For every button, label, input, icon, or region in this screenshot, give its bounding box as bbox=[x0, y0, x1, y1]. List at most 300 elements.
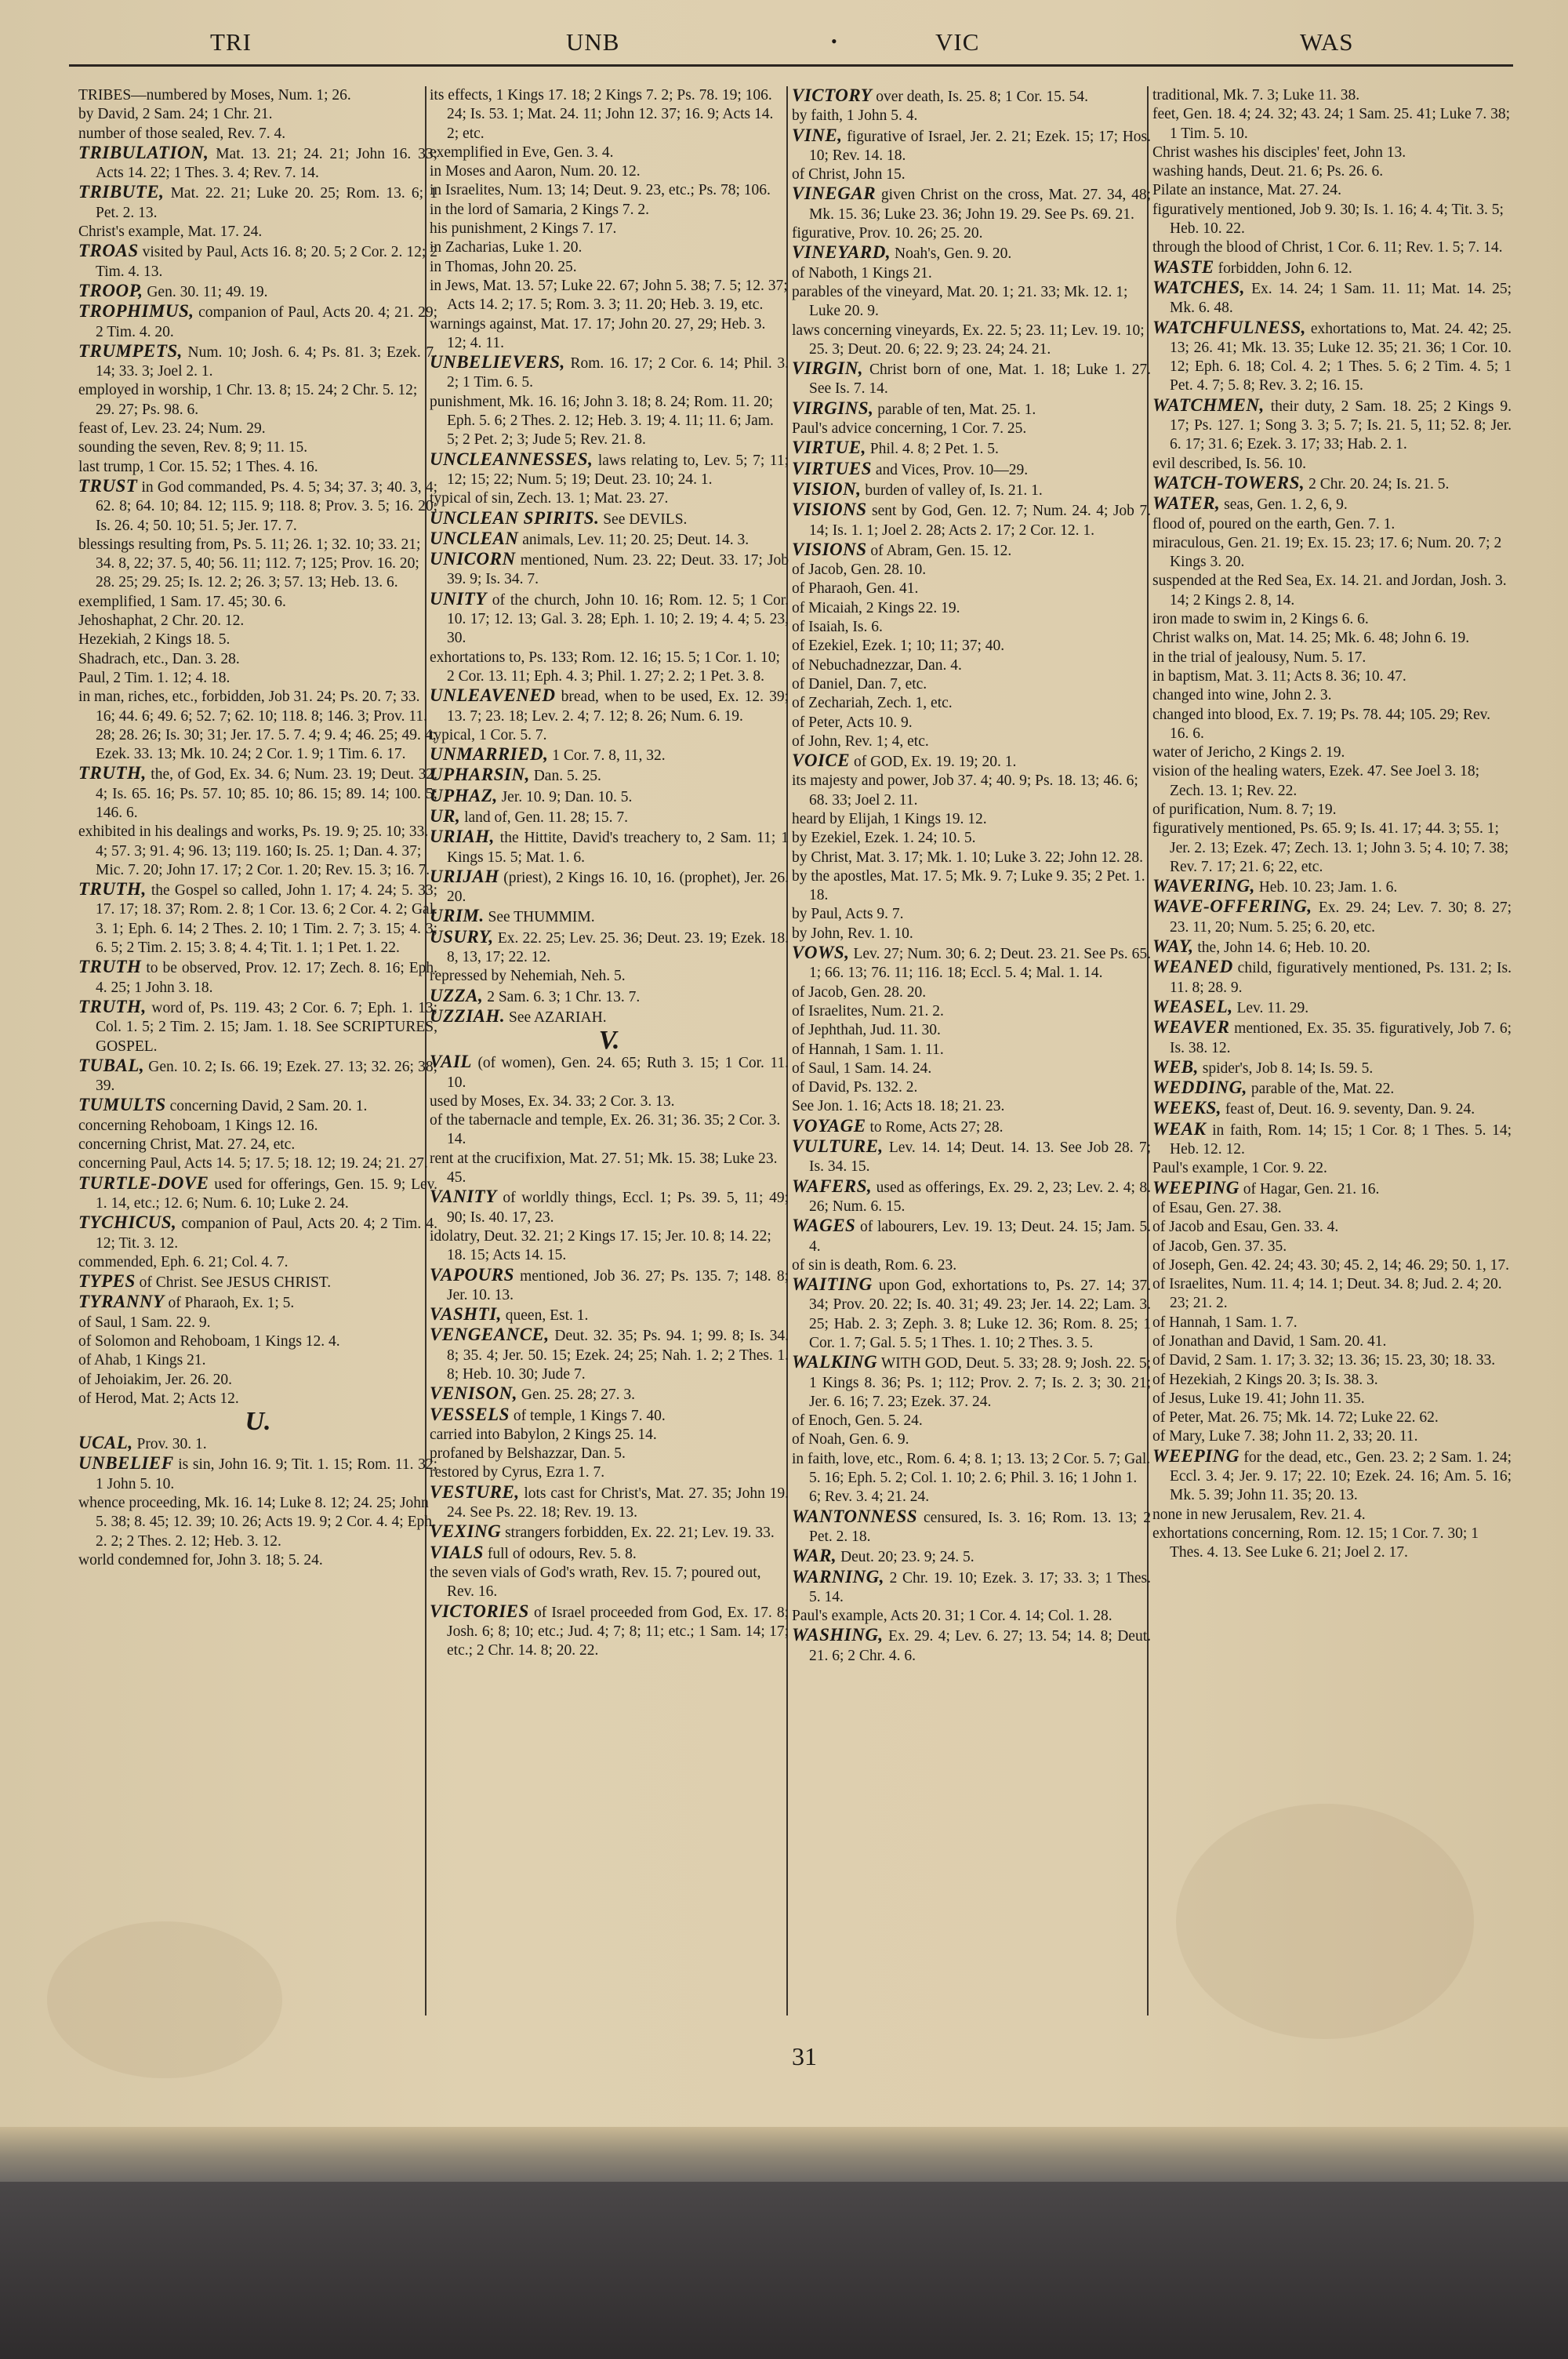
index-subentry bbox=[430, 201, 789, 220]
entry-headword: TYCHICUS, bbox=[78, 1212, 177, 1233]
index-subentry bbox=[1152, 1525, 1512, 1563]
entry-references: companion of Paul, Acts 20. 4; 2 Tim. 4. 12; Tit. 3. 12. bbox=[96, 1216, 437, 1252]
index-entry bbox=[430, 686, 789, 726]
entry-references: in Thomas, John 20. 25. bbox=[430, 258, 577, 275]
entry-references: typical of sin, Zech. 13. 1; Mat. 23. 27. bbox=[430, 490, 669, 507]
index-subentry bbox=[1152, 1506, 1512, 1525]
entry-headword: WEEPING bbox=[1152, 1177, 1240, 1198]
entry-headword: UCAL, bbox=[78, 1433, 133, 1453]
index-subentry bbox=[1152, 86, 1512, 105]
index-entry bbox=[430, 529, 789, 550]
entry-references: rent at the crucifixion, Mat. 27. 51; Mk. 15. 38; Luke 23. 45. bbox=[430, 1150, 778, 1187]
index-subentry bbox=[1152, 686, 1512, 705]
index-entry bbox=[78, 1096, 437, 1116]
entry-headword: WATCHMEN, bbox=[1152, 394, 1265, 415]
index-entry bbox=[430, 867, 789, 907]
entry-references: of Pharaoh, Ex. 1; 5. bbox=[168, 1295, 295, 1312]
index-subentry bbox=[792, 1450, 1151, 1507]
entry-references: companion of Paul, Acts 20. 4; 21. 29; 2 Tim. 4. 20. bbox=[96, 304, 437, 340]
running-head-1: TRI bbox=[210, 28, 252, 56]
entry-headword: VIRTUES bbox=[792, 458, 872, 478]
index-entry bbox=[430, 928, 789, 968]
entry-headword: WEEKS, bbox=[1152, 1098, 1222, 1118]
entry-references: of Saul, 1 Sam. 14. 24. bbox=[792, 1060, 932, 1077]
index-entry bbox=[78, 958, 437, 998]
entry-references: mentioned, Num. 23. 22; Deut. 33. 17; Job 39. 9; Is. 34. 7. bbox=[447, 552, 789, 588]
entry-references: Gen. 10. 2; Is. 66. 19; Ezek. 27. 13; 32. 26; 38; 39. bbox=[96, 1058, 437, 1095]
entry-headword: WAR, bbox=[792, 1546, 837, 1566]
entry-references: mentioned, Job 36. 27; Ps. 135. 7; 148. 8; Jer. 10. 13. bbox=[447, 1267, 789, 1303]
index-entry bbox=[792, 1507, 1151, 1547]
entry-references: warnings against, Mat. 17. 17; John 20. 27, 29; Heb. 3. 12; 4. 11. bbox=[430, 315, 766, 351]
entry-references: of Christ, John 15. bbox=[792, 166, 906, 184]
entry-headword: WASHING, bbox=[792, 1625, 884, 1645]
entry-references: of labourers, Lev. 19. 13; Deut. 24. 15; Jam. 5. 4. bbox=[809, 1219, 1151, 1255]
index-subentry bbox=[792, 1430, 1151, 1449]
entry-references: Mat. 22. 21; Luke 20. 25; Rom. 13. 6; 1 Pet. 2. 13. bbox=[96, 185, 437, 221]
index-entry bbox=[792, 1137, 1151, 1177]
index-subentry bbox=[1152, 1351, 1512, 1370]
index-entry bbox=[78, 1174, 437, 1214]
index-subentry bbox=[78, 381, 437, 420]
entry-references: by faith, 1 John 5. 4. bbox=[792, 107, 918, 125]
index-entry bbox=[792, 1117, 1151, 1137]
entry-headword: VOICE bbox=[792, 751, 851, 771]
index-entry bbox=[1152, 474, 1512, 494]
index-entry bbox=[1152, 1099, 1512, 1119]
entry-headword: WEAVER bbox=[1152, 1017, 1230, 1038]
index-entry bbox=[792, 500, 1151, 540]
entry-headword: UNCLEAN bbox=[430, 528, 519, 548]
entry-references: Christ washes his disciples' feet, John 13. bbox=[1152, 144, 1406, 161]
entry-references: 1 Cor. 7. 8, 11, 32. bbox=[552, 747, 666, 765]
index-subentry bbox=[430, 238, 789, 257]
entry-references: See THUMMIM. bbox=[488, 909, 595, 926]
index-subentry bbox=[78, 125, 437, 144]
entry-headword: VINEYARD, bbox=[792, 242, 891, 263]
entry-headword: TRIBULATION, bbox=[78, 142, 209, 162]
entry-references: idolatry, Deut. 32. 21; 2 Kings 17. 15; Jer. 10. 8; 14. 22; 18. 15; Acts 14. 15. bbox=[430, 1227, 771, 1264]
index-entry bbox=[78, 1272, 437, 1292]
entry-headword: WATCH-TOWERS, bbox=[1152, 472, 1305, 493]
index-entry bbox=[430, 807, 789, 827]
index-subentry bbox=[78, 823, 437, 880]
entry-references: Lev. 14. 14; Deut. 14. 13. See Job 28. 7; Is. 34. 15. bbox=[809, 1140, 1151, 1176]
entry-references: of Solomon and Rehoboam, 1 Kings 12. 4. bbox=[78, 1333, 340, 1350]
entry-headword: VISION, bbox=[792, 478, 862, 499]
index-subentry bbox=[792, 107, 1151, 125]
entry-references: queen, Est. 1. bbox=[505, 1307, 589, 1325]
entry-headword: TRUMPETS, bbox=[78, 340, 183, 361]
entry-references: of Enoch, Gen. 5. 24. bbox=[792, 1412, 923, 1430]
index-subentry bbox=[792, 656, 1151, 675]
entry-references: of Ezekiel, Ezek. 1; 10; 11; 37; 40. bbox=[792, 638, 1005, 655]
entry-references: washing hands, Deut. 21. 6; Ps. 26. 6. bbox=[1152, 163, 1384, 180]
entry-headword: UNCLEAN SPIRITS. bbox=[430, 507, 600, 528]
index-subentry bbox=[792, 561, 1151, 580]
index-subentry bbox=[1152, 801, 1512, 820]
index-entry bbox=[78, 477, 437, 536]
entry-references: 2 Chr. 19. 10; Ezek. 3. 17; 33. 3; 1 Thes. 5. 14. bbox=[809, 1569, 1151, 1605]
index-subentry bbox=[1152, 515, 1512, 534]
index-entry bbox=[792, 1353, 1151, 1412]
entry-references: punishment, Mk. 16. 16; John 3. 18; 8. 24; Rom. 11. 20; Eph. 5. 6; 2 Thes. 2. 12; Heb. 3. 19; 4. 11; 11. 6; Jam. 5; 2 Pet. 2; 3; Jude 5; Rev. 21. 8. bbox=[430, 393, 774, 449]
index-subentry bbox=[78, 1390, 437, 1408]
entry-references: Dan. 5. 25. bbox=[533, 768, 601, 785]
entry-references: of Nebuchadnezzar, Dan. 4. bbox=[792, 656, 962, 674]
index-entry bbox=[792, 1216, 1151, 1256]
index-subentry bbox=[792, 599, 1151, 618]
index-entry bbox=[1152, 897, 1512, 937]
entry-references: of Peter, Mat. 26. 75; Mk. 14. 72; Luke 22. 62. bbox=[1152, 1409, 1439, 1427]
index-entry bbox=[430, 1384, 789, 1405]
index-subentry bbox=[792, 618, 1151, 637]
entry-references: exemplified in Eve, Gen. 3. 4. bbox=[430, 144, 614, 161]
entry-references: mentioned, Ex. 35. 35. figuratively, Job 7. 6; Is. 38. 12. bbox=[1170, 1020, 1512, 1056]
entry-references: vision of the healing waters, Ezek. 47. See Joel 3. 18; Zech. 13. 1; Rev. 22. bbox=[1152, 763, 1479, 799]
entry-headword: WEANED bbox=[1152, 957, 1233, 977]
entry-references: Ex. 29. 4; Lev. 6. 27; 13. 54; 14. 8; Deut. 21. 6; 2 Chr. 4. 6. bbox=[809, 1628, 1151, 1664]
entry-references: suspended at the Red Sea, Ex. 14. 21. and Jordan, Josh. 3. 14; 2 Kings 2. 8, 14. bbox=[1152, 572, 1507, 609]
index-subentry bbox=[78, 1314, 437, 1332]
entry-references: of Jesus, Luke 19. 41; John 11. 35. bbox=[1152, 1390, 1365, 1407]
entry-references: parable of the, Mat. 22. bbox=[1250, 1081, 1395, 1098]
entry-references: concerning Rehoboam, 1 Kings 12. 16. bbox=[78, 1117, 318, 1134]
entry-headword: WEDDING, bbox=[1152, 1078, 1247, 1098]
entry-references: the Gospel so called, John 1. 17; 4. 24; 5. 33; 17. 17; 18. 37; Rom. 2. 8; 1 Cor. 13. 6; 2 Cor. 4. 2; Gal. 3. 1; Eph. 6. 14; 2 Thes. 2. 10; 1 Tim. 2. 7; 3. 15; 4. 3; 6. 5; 2 Tim. 2. 15; 3. 8; 4. 4; Tit. 1. 1; 1 Pet. 1. 22. bbox=[96, 882, 437, 957]
index-subentry bbox=[78, 223, 437, 242]
entry-references: laws relating to, Lev. 5; 7; 11; 12; 15; 22; Num. 5; 19; Deut. 23. 10; 24. 1. bbox=[447, 452, 789, 488]
index-entry bbox=[78, 302, 437, 342]
entry-references: See Jon. 1. 16; Acts 18. 18; 21. 23. bbox=[792, 1098, 1005, 1115]
entry-headword: TRUTH, bbox=[78, 763, 147, 783]
entry-headword: VICTORY bbox=[792, 86, 873, 105]
entry-headword: WAITING bbox=[792, 1274, 873, 1295]
index-entry bbox=[792, 1177, 1151, 1217]
entry-headword: URIJAH bbox=[430, 866, 499, 886]
entry-headword: WAVERING, bbox=[1152, 876, 1255, 896]
entry-references: Paul's example, Acts 20. 31; 1 Cor. 4. 14; Col. 1. 28. bbox=[792, 1608, 1112, 1625]
index-subentry bbox=[792, 322, 1151, 360]
index-entry bbox=[78, 1454, 437, 1494]
entry-references: feet, Gen. 18. 4; 24. 32; 43. 24; 1 Sam. 25. 41; Luke 7. 38; 1 Tim. 5. 10. bbox=[1152, 106, 1511, 142]
index-entry bbox=[1152, 278, 1512, 318]
index-subentry bbox=[1152, 1314, 1512, 1332]
entry-references: figuratively mentioned, Ps. 65. 9; Is. 41. 17; 44. 3; 55. 1; Jer. 2. 13; Ezek. 47; Zech. 13. 1; John 3. 5; 4. 10; 7. 38; Rev. 7. 17; 21. 6; 22, etc. bbox=[1152, 820, 1509, 875]
index-subentry bbox=[430, 181, 789, 200]
page-bottom-edge bbox=[0, 2127, 1568, 2182]
entry-references: of Joseph, Gen. 42. 24; 43. 30; 45. 2, 14; 46. 29; 50. 1, 17. bbox=[1152, 1256, 1509, 1274]
index-entry bbox=[1152, 998, 1512, 1018]
index-entry bbox=[1152, 958, 1512, 998]
entry-references: in man, riches, etc., forbidden, Job 31. 24; Ps. 20. 7; 33. 16; 44. 6; 49. 6; 52. 7; 62. 10; 118. 8; 146. 3; Prov. 11. 28; 28. 26; Is. 30; 31; Jer. 17. 5. 7. 4; 9. 4; 46. 25; 49. 4; Ezek. 33. 13; Mk. 10. 24; 2 Cor. 1. 9; 1 Tim. 6. 17. bbox=[78, 689, 437, 763]
index-subentry bbox=[792, 1607, 1151, 1626]
entry-references: world condemned for, John 3. 18; 5. 24. bbox=[78, 1551, 323, 1568]
index-subentry bbox=[78, 536, 437, 593]
entry-references: land of, Gen. 11. 28; 15. 7. bbox=[464, 809, 628, 826]
index-subentry bbox=[430, 649, 789, 687]
entry-references: their duty, 2 Sam. 18. 25; 2 Kings 9. 17; Ps. 127. 1; Song 3. 3; 5. 7; Is. 21. 5, 11; 52. 8; Jer. 6. 17; 31. 6; Ezek. 3. 17; 33; Hab. 2. 1. bbox=[1170, 398, 1512, 453]
entry-headword: VICTORIES bbox=[430, 1601, 529, 1621]
running-head bbox=[0, 28, 1568, 60]
entry-references: whence proceeding, Mk. 16. 14; Luke 8. 12; 24. 25; John 5. 38; 8. 45; 12. 39; 10. 26; Acts 19. 9; 2 Cor. 4. 4; Eph. 2. 2; 2 Thes. 2. 12; Heb. 3. 12. bbox=[78, 1495, 436, 1550]
entry-references: exhortations concerning, Rom. 12. 15; 1 Cor. 7. 30; 1 Thes. 4. 13. See Luke 6. 21; Joel 2. 17. bbox=[1152, 1525, 1479, 1561]
entry-references: changed into wine, John 2. 3. bbox=[1152, 687, 1332, 704]
entry-headword: UNMARRIED, bbox=[430, 744, 549, 765]
entry-references: carried into Babylon, 2 Kings 25. 14. bbox=[430, 1426, 657, 1443]
index-subentry bbox=[1152, 1332, 1512, 1351]
index-subentry bbox=[78, 650, 437, 669]
entry-references: of Naboth, 1 Kings 21. bbox=[792, 264, 932, 282]
entry-references: last trump, 1 Cor. 15. 52; 1 Thes. 4. 16. bbox=[78, 458, 318, 475]
index-entry bbox=[430, 550, 789, 590]
index-subentry bbox=[1152, 667, 1512, 686]
index-subentry bbox=[430, 726, 789, 745]
entry-references: to be observed, Prov. 12. 17; Zech. 8. 16; Eph. 4. 25; 1 John 3. 18. bbox=[96, 960, 437, 996]
entry-references: upon God, exhortations to, Ps. 27. 14; 37. 34; Prov. 20. 22; Is. 40. 31; 49. 23; Jer. 14. 22; Lam. 3. 25; Hab. 2. 3; Zeph. 3. 8; Luke 12. 36; Rom. 8. 25; 1 Cor. 1. 7; Gal. 5. 5; 1 Thes. 1. 10; 2 Thes. 3. 5. bbox=[809, 1278, 1151, 1351]
index-entry bbox=[78, 242, 437, 282]
entry-references: of Jacob, Gen. 28. 10. bbox=[792, 562, 927, 579]
index-subentry bbox=[78, 1154, 437, 1173]
entry-headword: UNITY bbox=[430, 588, 487, 609]
entry-references: the Hittite, David's treachery to, 2 Sam. 11; 1 Kings 15. 5; Mat. 1. 6. bbox=[447, 830, 789, 866]
index-subentry bbox=[792, 224, 1151, 243]
entry-references: in Moses and Aaron, Num. 20. 12. bbox=[430, 163, 641, 180]
entry-references: of Isaiah, Is. 6. bbox=[792, 619, 883, 636]
entry-references: feast of, Deut. 16. 9. seventy, Dan. 9. 24. bbox=[1225, 1101, 1475, 1118]
entry-headword: VAPOURS bbox=[430, 1264, 514, 1285]
entry-headword: VISIONS bbox=[792, 539, 867, 559]
entry-references: See DEVILS. bbox=[603, 511, 688, 528]
entry-references: in faith, love, etc., Rom. 6. 4; 8. 1; 13. 13; 2 Cor. 5. 7; Gal. 5. 16; Eph. 5. 2; Col. 1. 10; 2. 6; Phil. 3. 16; 1 John 1. 6; Rev. 3. 4; 21. 24. bbox=[792, 1450, 1151, 1506]
entry-headword: VESSELS bbox=[430, 1404, 510, 1424]
entry-references: in Israelites, Num. 13; 14; Deut. 9. 23, etc.; Ps. 78; 106. bbox=[430, 182, 771, 199]
entry-headword: TROOP, bbox=[78, 280, 143, 300]
index-subentry bbox=[1152, 144, 1512, 162]
index-subentry bbox=[78, 1117, 437, 1136]
index-entry bbox=[430, 787, 789, 807]
entry-references: concerning David, 2 Sam. 20. 1. bbox=[169, 1098, 368, 1115]
index-entry bbox=[430, 353, 789, 393]
entry-headword: VENGEANCE, bbox=[430, 1325, 550, 1345]
index-subentry bbox=[792, 905, 1151, 924]
index-entry bbox=[430, 1305, 789, 1325]
entry-headword: UNCLEANNESSES, bbox=[430, 449, 593, 469]
index-subentry bbox=[78, 105, 437, 124]
entry-headword: WAFERS, bbox=[792, 1176, 873, 1196]
entry-headword: UPHAZ, bbox=[430, 785, 498, 805]
index-subentry bbox=[78, 1371, 437, 1390]
entry-headword: VISIONS bbox=[792, 500, 867, 520]
index-subentry bbox=[430, 393, 789, 450]
entry-references: blessings resulting from, Ps. 5. 11; 26. 1; 32. 10; 33. 21; 34. 8, 22; 37. 5, 40; 56. 11; 112. 7; 125; Prov. 16. 20; 28. 25; 29. 25; Is. 12. 2; 26. 3; 57. 13; Heb. 13. 6. bbox=[78, 536, 421, 591]
entry-references: of Israel proceeded from God, Ex. 17. 8; Josh. 6; 8; 10; etc.; Jud. 4; 7; 8; 11; etc.; 1 Sam. 14; 17; etc.; 2 Chr. 14. 8; 20. 22. bbox=[447, 1604, 789, 1659]
index-subentry bbox=[78, 612, 437, 631]
entry-references: 2 Sam. 6. 3; 1 Chr. 13. 7. bbox=[487, 988, 641, 1005]
entry-references: water of Jericho, 2 Kings 2. 19. bbox=[1152, 744, 1345, 761]
index-subentry bbox=[430, 1564, 789, 1602]
index-entry bbox=[792, 1547, 1151, 1567]
entry-headword: TRUTH bbox=[78, 957, 142, 977]
index-subentry bbox=[792, 867, 1151, 906]
index-subentry bbox=[78, 1253, 437, 1272]
entry-references: of GOD, Ex. 19. 19; 20. 1. bbox=[853, 754, 1017, 771]
entry-references: of Hannah, 1 Sam. 1. 7. bbox=[1152, 1314, 1298, 1331]
index-entry bbox=[792, 1626, 1151, 1666]
entry-references: sounding the seven, Rev. 8; 9; 11. 15. bbox=[78, 439, 308, 456]
index-subentry bbox=[1152, 238, 1512, 257]
index-column-1 bbox=[78, 86, 437, 2110]
entry-references: of Jacob, Gen. 37. 35. bbox=[1152, 1238, 1287, 1255]
entry-headword: TUBAL, bbox=[78, 1055, 145, 1075]
entry-headword: VIALS bbox=[430, 1542, 484, 1562]
index-subentry bbox=[1152, 572, 1512, 610]
entry-headword: TROPHIMUS, bbox=[78, 301, 194, 322]
entry-references: its majesty and power, Job 37. 4; 40. 9; Ps. 18. 13; 46. 6; 68. 33; Joel 2. 11. bbox=[792, 772, 1138, 809]
entry-references: See AZARIAH. bbox=[509, 1009, 607, 1026]
index-subentry bbox=[792, 829, 1151, 848]
index-subentry bbox=[792, 580, 1151, 598]
entry-references: none in new Jerusalem, Rev. 21. 4. bbox=[1152, 1506, 1366, 1523]
index-subentry bbox=[1152, 649, 1512, 667]
entry-references: spider's, Job 8. 14; Is. 59. 5. bbox=[1202, 1060, 1374, 1077]
entry-headword: WARNING, bbox=[792, 1566, 884, 1587]
entry-headword: TRUST bbox=[78, 475, 138, 496]
entry-headword: UR, bbox=[430, 805, 461, 826]
entry-headword: UNICORN bbox=[430, 549, 516, 569]
index-entry bbox=[78, 880, 437, 958]
entry-headword: WASTE bbox=[1152, 256, 1214, 277]
index-subentry bbox=[792, 1412, 1151, 1430]
index-subentry bbox=[430, 162, 789, 181]
section-letter-heading: V. bbox=[598, 1026, 620, 1056]
entry-references: in the trial of jealousy, Num. 5. 17. bbox=[1152, 649, 1367, 666]
index-subentry bbox=[792, 637, 1151, 656]
entry-references: repressed by Nehemiah, Neh. 5. bbox=[430, 968, 626, 985]
entry-references: of Israelites, Num. 11. 4; 14. 1; Deut. 34. 8; Jud. 2. 4; 20. 23; 21. 2. bbox=[1152, 1276, 1502, 1312]
index-entry bbox=[78, 183, 437, 223]
index-entry bbox=[78, 86, 437, 105]
entry-references: figurative of Israel, Jer. 2. 21; Ezek. 15; 17; Hos. 10; Rev. 14. 18. bbox=[809, 128, 1151, 164]
entry-references: to Rome, Acts 27; 28. bbox=[869, 1118, 1004, 1136]
entry-references: used for offerings, Gen. 15. 9; Lev. 1. 14, etc.; 12. 6; Num. 6. 10; Luke 2. 24. bbox=[96, 1176, 437, 1212]
index-subentry bbox=[430, 277, 789, 315]
entry-headword: WEAK bbox=[1152, 1118, 1207, 1139]
entry-headword: UNLEAVENED bbox=[430, 685, 556, 706]
index-subentry bbox=[430, 1463, 789, 1482]
entry-references: Deut. 20; 23. 9; 24. 5. bbox=[840, 1549, 975, 1566]
entry-references: Jer. 10. 9; Dan. 10. 5. bbox=[501, 788, 633, 805]
entry-references: employed in worship, 1 Chr. 13. 8; 15. 24; 2 Chr. 5. 12; 29. 27; Ps. 98. 6. bbox=[78, 382, 418, 418]
index-subentry bbox=[1152, 610, 1512, 629]
entry-references: Gen. 25. 28; 27. 3. bbox=[521, 1387, 636, 1404]
entry-references: lots cast for Christ's, Mat. 27. 35; John 19. 24. See Ps. 22. 18; Rev. 19. 13. bbox=[447, 1485, 789, 1521]
index-subentry bbox=[792, 1041, 1151, 1060]
entry-references: of Mary, Luke 7. 38; John 11. 2, 33; 20. 11. bbox=[1152, 1428, 1418, 1445]
index-entry bbox=[792, 1275, 1151, 1353]
index-entry bbox=[430, 827, 789, 867]
entry-references: by David, 2 Sam. 24; 1 Chr. 21. bbox=[78, 106, 273, 123]
index-subentry bbox=[1152, 181, 1512, 200]
printer-mark: • bbox=[831, 31, 837, 51]
entry-references: Hezekiah, 2 Kings 18. 5. bbox=[78, 631, 230, 649]
entry-headword: WEB, bbox=[1152, 1056, 1199, 1077]
index-subentry bbox=[78, 1494, 437, 1551]
entry-references: of David, Ps. 132. 2. bbox=[792, 1079, 918, 1096]
entry-references: typical, 1 Cor. 5. 7. bbox=[430, 726, 547, 743]
index-entry bbox=[430, 765, 789, 786]
index-subentry bbox=[78, 420, 437, 438]
entry-references: is sin, John 16. 9; Tit. 1. 15; Rom. 11. 32; 1 John 5. 10. bbox=[96, 1456, 437, 1492]
entry-references: WITH GOD, Deut. 5. 33; 28. 9; Josh. 22. 5; 1 Kings 8. 36; Ps. 1; 112; Prov. 2. 7; Is. 2. 3; 30. 21; Jer. 6. 16; 7. 23; Ezek. 37. 24. bbox=[809, 1355, 1151, 1410]
entry-references: censured, Is. 3. 16; Rom. 13. 13; 2 Pet. 2. 18. bbox=[809, 1509, 1151, 1545]
index-subentry bbox=[78, 688, 437, 764]
index-subentry bbox=[792, 983, 1151, 1002]
entry-references: through the blood of Christ, 1 Cor. 6. 11; Rev. 1. 5; 7. 14. bbox=[1152, 239, 1503, 256]
index-entry bbox=[78, 998, 437, 1056]
index-subentry bbox=[430, 1092, 789, 1111]
index-subentry bbox=[430, 86, 789, 144]
index-subentry bbox=[792, 1097, 1151, 1116]
index-subentry bbox=[78, 593, 437, 612]
entry-references: Paul's advice concerning, 1 Cor. 7. 25. bbox=[792, 420, 1027, 438]
index-subentry bbox=[430, 1227, 789, 1266]
index-entry bbox=[430, 1405, 789, 1426]
index-subentry bbox=[430, 1150, 789, 1188]
entry-references: by the apostles, Mat. 17. 5; Mk. 9. 7; Luke 9. 35; 2 Pet. 1. 18. bbox=[792, 867, 1145, 904]
entry-references: miraculous, Gen. 21. 19; Ex. 15. 23; 17. 6; Num. 20. 7; 2 Kings 3. 20. bbox=[1152, 534, 1502, 571]
index-entry bbox=[430, 1007, 789, 1027]
index-column-4 bbox=[1152, 86, 1512, 2110]
entry-headword: TURTLE-DOVE bbox=[78, 1172, 209, 1193]
entry-references: Noah's, Gen. 9. 20. bbox=[895, 245, 1012, 263]
entry-references: given Christ on the cross, Mat. 27. 34, 48; Mk. 15. 36; Luke 23. 36; John 19. 29. See Ps. 69. 21. bbox=[809, 187, 1151, 223]
index-subentry bbox=[1152, 1238, 1512, 1256]
entry-references: profaned by Belshazzar, Dan. 5. bbox=[430, 1445, 626, 1463]
entry-references: of Hezekiah, 2 Kings 20. 3; Is. 38. 3. bbox=[1152, 1371, 1378, 1388]
entry-headword: VEXING bbox=[430, 1521, 502, 1542]
index-entry bbox=[1152, 1120, 1512, 1160]
index-subentry bbox=[430, 258, 789, 277]
entry-headword: TRUTH, bbox=[78, 996, 147, 1016]
entry-references: of Jacob and Esau, Gen. 33. 4. bbox=[1152, 1219, 1339, 1236]
entry-headword: VAIL bbox=[430, 1052, 472, 1072]
index-entry bbox=[78, 1213, 437, 1253]
entry-references: of John, Rev. 1; 4, etc. bbox=[792, 732, 929, 750]
entry-headword: VENISON, bbox=[430, 1383, 518, 1404]
entry-references: Pilate an instance, Mat. 27. 24. bbox=[1152, 182, 1341, 199]
entry-references: Ex. 29. 24; Lev. 7. 30; 8. 27; 23. 11, 20; Num. 5. 25; 6. 20, etc. bbox=[1170, 900, 1512, 936]
index-column-3 bbox=[792, 86, 1151, 2110]
index-column-2 bbox=[430, 86, 789, 2110]
index-subentry bbox=[792, 849, 1151, 867]
index-entry bbox=[78, 1292, 437, 1313]
entry-headword: WAVE-OFFERING, bbox=[1152, 896, 1312, 917]
entry-references: of the church, John 10. 16; Rom. 12. 5; 1 Cor. 10. 17; 12. 13; Gal. 3. 28; Eph. 1. 10; 2. 19; 4. 4; 5. 23, 30. bbox=[447, 591, 789, 647]
entry-headword: VOYAGE bbox=[792, 1115, 866, 1136]
entry-references: Shadrach, etc., Dan. 3. 28. bbox=[78, 650, 240, 667]
index-entry bbox=[430, 450, 789, 490]
entry-references: of Abram, Gen. 15. 12. bbox=[870, 542, 1012, 559]
index-subentry bbox=[78, 1136, 437, 1154]
entry-references: concerning Christ, Mat. 27. 24, etc. bbox=[78, 1136, 296, 1154]
entry-references: iron made to swim in, 2 Kings 6. 6. bbox=[1152, 611, 1369, 628]
entry-references: of Jonathan and David, 1 Sam. 20. 41. bbox=[1152, 1333, 1387, 1350]
index-entry bbox=[1152, 1058, 1512, 1078]
index-entry bbox=[1152, 1078, 1512, 1099]
index-entry bbox=[430, 1052, 789, 1092]
entry-references: Lev. 27; Num. 30; 6. 2; Deut. 23. 21. See Ps. 65. 1; 66. 13; 76. 11; 116. 18; Eccl. 5. 4; Mal. 1. 14. bbox=[809, 946, 1151, 982]
